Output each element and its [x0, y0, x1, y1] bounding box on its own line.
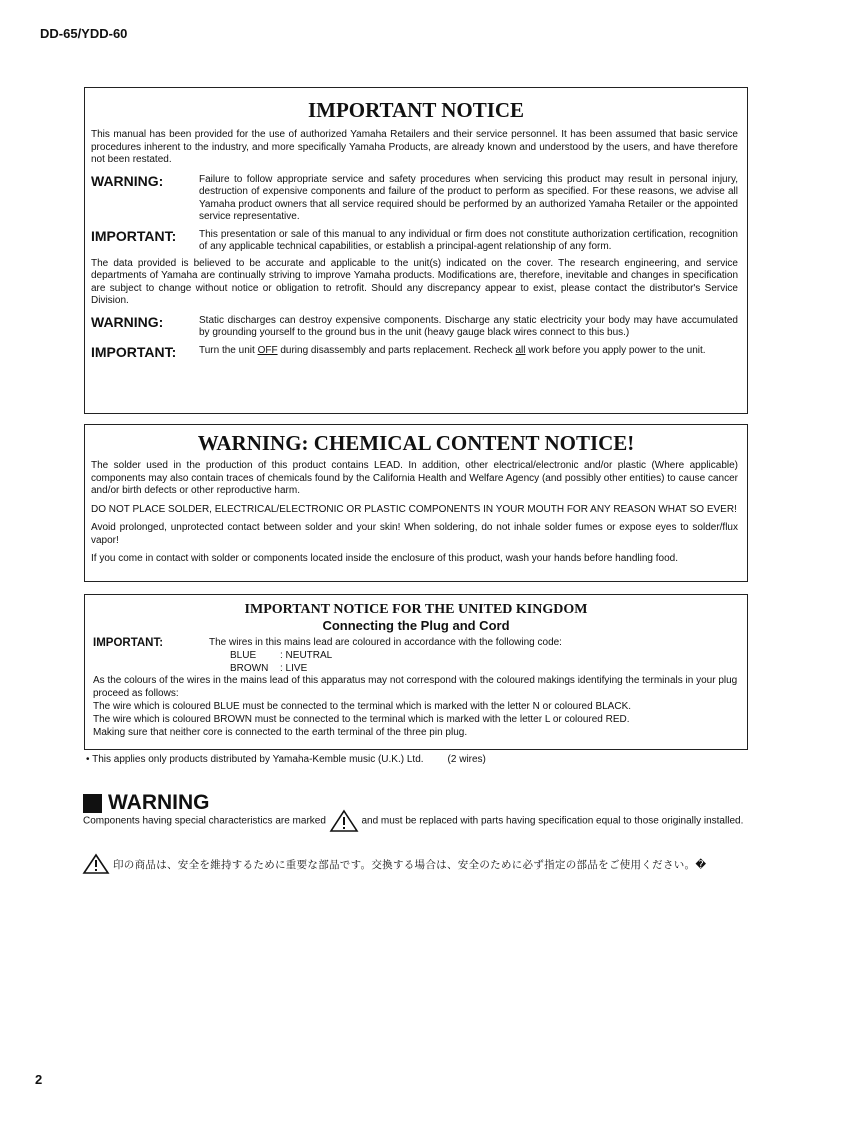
important-notice-box [84, 87, 748, 414]
uk-notice-subtitle: Connecting the Plug and Cord [322, 618, 510, 633]
uk-p4: Making sure that neither core is connected to the earth terminal of the three pin plug. [93, 726, 468, 738]
japanese-warning-text: 印の商品は、安全を維持するために重要な部品です。交換する場合は、安全のために必ず指定の部品をご使用ください。� [113, 858, 707, 871]
important2-label: IMPORTANT: [91, 343, 177, 360]
page-number: 2 [35, 1072, 43, 1087]
wire-code-blue: BLUE : NEUTRAL [230, 649, 333, 661]
chemical-notice-box [84, 424, 748, 582]
warning2-row [85, 314, 747, 340]
important1-text: This presentation or sale of this manual to any individual or firm does not constitute authorization certification, recognition of any applicable technical capabilities, or establish a principal-agent relationship of any form. [199, 228, 738, 252]
warning-triangle-icon [82, 853, 110, 875]
important2-row [85, 344, 747, 360]
uk-intro: The wires in this mains lead are coloured in accordance with the following code: [209, 637, 562, 648]
important1-label: IMPORTANT: [91, 227, 177, 244]
chemical-notice-title: WARNING: CHEMICAL CONTENT NOTICE! [197, 431, 635, 455]
japanese-warning-line [82, 853, 706, 875]
warning2-label: WARNING: [91, 313, 164, 330]
document-header: DD-65/YDD-60 [40, 26, 128, 41]
wire-color-codes [85, 650, 747, 676]
chemical-p3: Avoid prolonged, unprotected contact between solder and your skin! When soldering, do not inhale solder fumes or expose eyes to solder/flux vapor! [91, 522, 738, 546]
uk-important-row [85, 637, 747, 650]
important2-text: Turn the unit OFF during disassembly and parts replacement. Recheck all work before you apply power to the unit. [199, 344, 706, 356]
chemical-p4: If you come in contact with solder or components located inside the enclosure of this product, wash your hands before handling food. [91, 553, 679, 564]
important-notice-intro: This manual has been provided for the use of authorized Yamaha Retailers and their service personnel. It has been assumed that basic service procedures inherent to the industry, and more specifically Yamaha Products, are already known and understood by the users, and have therefore not been restated. [91, 129, 738, 165]
uk-important-label: IMPORTANT: [93, 637, 164, 649]
warning1-text: Failure to follow appropriate service and safety procedures when servicing this product may result in personal injury, destruction of expensive components and failure of the product to perform as specified. For these reasons, we advise all Yamaha product owners that all service required should be performed by an authorized Yamaha Retailer or the appointed service representative. [199, 173, 738, 222]
warning-title: WARNING [108, 791, 210, 814]
uk-footnote: • This applies only products distributed by Yamaha-Kemble music (U.K.) Ltd. (2 wires) [86, 754, 486, 765]
important1-row [85, 228, 747, 254]
uk-notice-box [84, 594, 748, 750]
warning-triangle-icon [329, 809, 359, 833]
uk-p3: The wire which is coloured BROWN must be connected to the terminal which is marked with the letter L or coloured RED. [93, 713, 630, 725]
warning1-label: WARNING: [91, 172, 164, 189]
chemical-p1: The solder used in the production of this product contains LEAD. In addition, other electrical/electronic and/or plastic (Where applicable) components may also contain traces of chemicals found by the California Health and Welfare Agency (and possibly other entities) to cause cancer and/or birth defects or other reproductive harm. [91, 460, 738, 496]
important-notice-title: IMPORTANT NOTICE [307, 98, 525, 122]
chemical-p2: DO NOT PLACE SOLDER, ELECTRICAL/ELECTRONIC OR PLASTIC COMPONENTS IN YOUR MOUTH FOR ANY REASON WHAT SO EVER! [91, 503, 737, 515]
warning-components-text: Components having special characteristics are marked and must be replaced with parts having specification equal to those originally installed. [83, 809, 753, 833]
warning2-text: Static discharges can destroy expensive components. Discharge any static electricity your body may have accumulated by grounding yourself to the ground bus in the unit (heavy gauge black wires connect to this bus.) [199, 314, 738, 338]
uk-p2: The wire which is coloured BLUE must be connected to the terminal which is marked with the letter N or coloured BLACK. [93, 700, 632, 712]
data-accuracy-text: The data provided is believed to be accurate and applicable to the unit(s) indicated on the cover. The research engineering, and service departments of Yamaha are continually striving to improve Yamaha products. Modifications are, therefore, inevitable and changes in specification are subject to change without notice or obligation to retrofit. Should any discrepancy appear to exist, please contact the distributor's Service Division. [91, 257, 738, 306]
warning1-row [85, 173, 747, 224]
uk-p1: As the colours of the wires in the mains lead of this apparatus may not correspond with the coloured makings identifying the terminals in your plug proceed as follows: [93, 675, 738, 700]
wire-code-brown: BROWN : LIVE [230, 662, 308, 674]
uk-notice-title: IMPORTANT NOTICE FOR THE UNITED KINGDOM [244, 602, 588, 617]
